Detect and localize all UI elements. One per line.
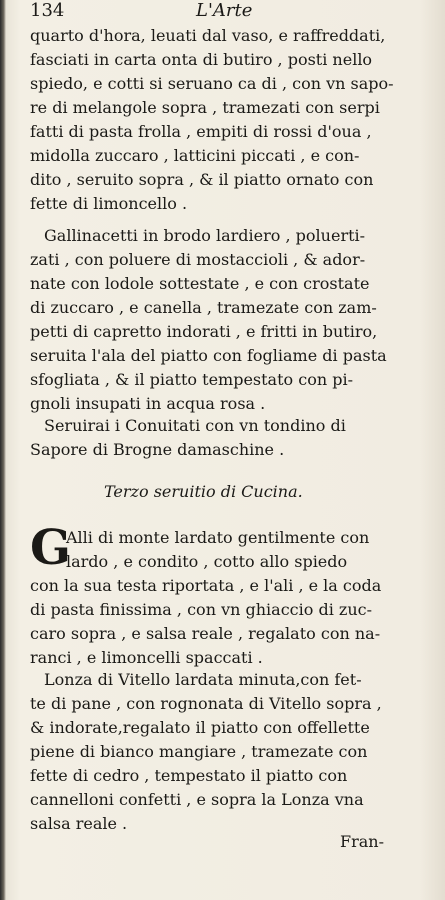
text-line: Alli di monte lardato gentilmente con <box>66 528 370 547</box>
text-line: seruita l'ala del piatto con fogliame di pasta <box>30 346 387 365</box>
page-number: 134 <box>30 0 65 21</box>
text-line: cannelloni confetti , e sopra la Lonza vna <box>30 790 364 809</box>
text-line: Gallinacetti in brodo lardiero , poluerti- <box>44 226 366 245</box>
text-line: di zuccaro , e canella , tramezate con zam- <box>30 298 377 317</box>
text-line: fette di limoncello . <box>30 194 188 213</box>
text-line: fatti di pasta frolla , empiti di rossi d'oua , <box>30 122 372 141</box>
text-line: re di melangole sopra , tramezati con serpi <box>30 98 380 117</box>
catchword: Fran- <box>340 832 384 851</box>
text-line: nate con lodole sottestate , e con crostate <box>30 274 370 293</box>
text-line: zati , con poluere di mostaccioli , & ador- <box>30 250 366 269</box>
text-line: Lonza di Vitello lardata minuta,con fet- <box>44 670 362 689</box>
text-line: Sapore di Brogne damaschine . <box>30 440 285 459</box>
text-line: spiedo, e cotti si seruano ca di , con vn sapo- <box>30 74 394 93</box>
text-line: salsa reale . <box>30 814 128 833</box>
section-heading: Terzo seruitio di Cucina. <box>104 482 303 501</box>
text-line: quarto d'hora, leuati dal vaso, e raffreddati, <box>30 26 386 45</box>
text-line: di pasta finissima , con vn ghiaccio di zuc- <box>30 600 373 619</box>
text-line: te di pane , con rognonata di Vitello sopra , <box>30 694 382 713</box>
text-line: lardo , e condito , cotto allo spiedo <box>66 552 348 571</box>
text-line: Seruirai i Conuitati con vn tondino di <box>44 416 346 435</box>
text-line: gnoli insupati in acqua rosa . <box>30 394 266 413</box>
running-title: L'Arte <box>196 0 253 21</box>
text-line: fette di cedro , tempestato il piatto con <box>30 766 348 785</box>
drop-cap-letter: G <box>30 520 71 576</box>
text-line: sfogliata , & il piatto tempestato con pi- <box>30 370 353 389</box>
text-line: petti di capretto indorati , e fritti in butiro, <box>30 322 378 341</box>
text-line: ranci , e limoncelli spaccati . <box>30 648 263 667</box>
text-line: fasciati in carta onta di butiro , posti nello <box>30 50 373 69</box>
text-line: dito , seruito sopra , & il piatto ornato con <box>30 170 374 189</box>
text-line: piene di bianco mangiare , tramezate con <box>30 742 368 761</box>
text-line: con la sua testa riportata , e l'ali , e la coda <box>30 576 382 595</box>
text-line: & indorate,regalato il piatto con offellette <box>30 718 370 737</box>
page-gutter-shadow <box>0 0 6 900</box>
text-line: caro sopra , e salsa reale , regalato con na- <box>30 624 381 643</box>
text-line: midolla zuccaro , latticini piccati , e con- <box>30 146 360 165</box>
